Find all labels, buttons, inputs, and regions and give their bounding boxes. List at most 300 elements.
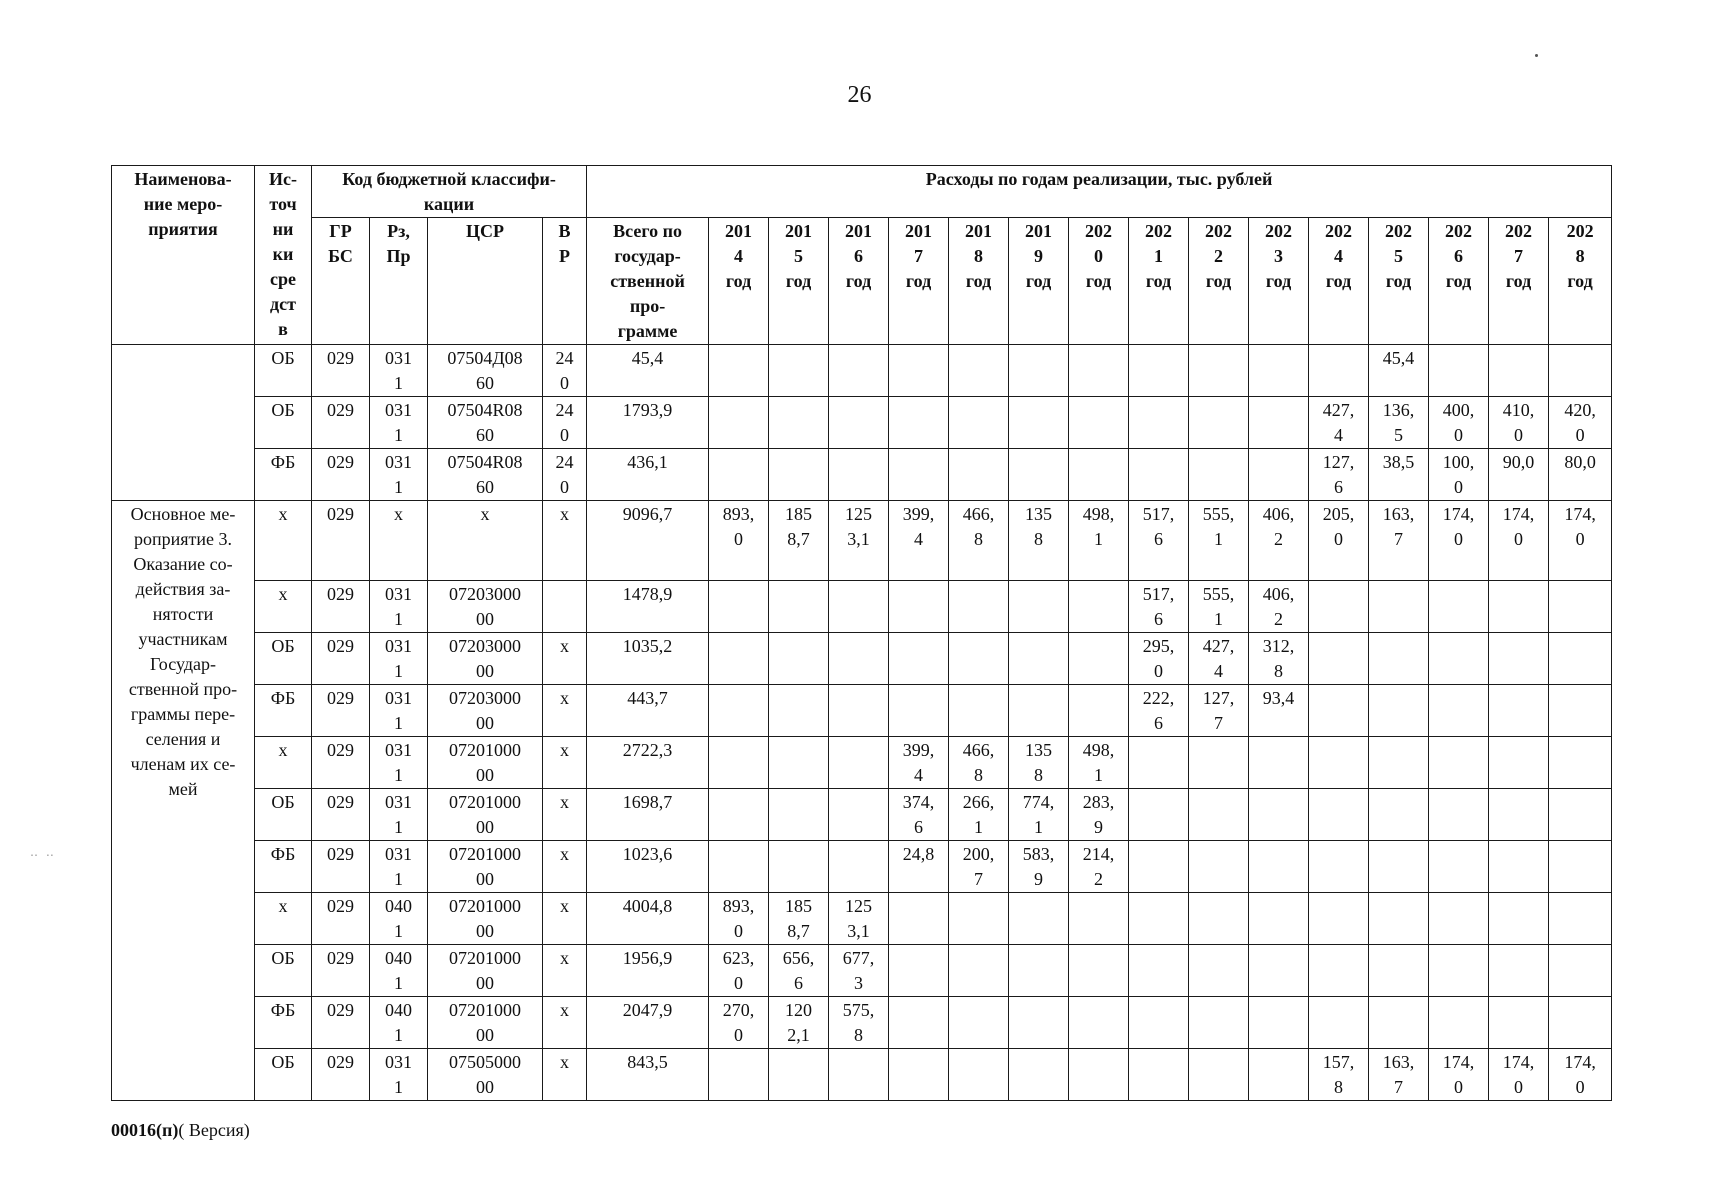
- year-value-cell: [1489, 501, 1549, 581]
- cell-text: Ис-: [269, 169, 297, 189]
- cell-text: 1: [394, 477, 403, 497]
- year-value-cell: [1129, 893, 1189, 945]
- cell-text: дст: [270, 294, 296, 314]
- cell-text: 410,: [1502, 400, 1535, 420]
- year-value-cell: [709, 737, 769, 789]
- year-value-cell: [709, 397, 769, 449]
- year-value-cell: [1429, 945, 1489, 997]
- cell-text: в: [278, 319, 288, 339]
- year-value-cell: [889, 685, 949, 737]
- year-value-cell: [1249, 501, 1309, 581]
- year-value-cell: [1249, 345, 1309, 397]
- cell-text: роприятие 3.: [133, 529, 233, 549]
- cell-text: 202: [1385, 221, 1413, 241]
- year-value-cell: [889, 449, 949, 501]
- margin-mark: ‥ ‥: [30, 845, 56, 859]
- cell-text: год: [1145, 271, 1172, 291]
- header-rzpr: [370, 218, 428, 345]
- header-year: [1489, 218, 1549, 345]
- rzpr-cell: [370, 449, 428, 501]
- year-value-cell: [1249, 581, 1309, 633]
- year-value-cell: [1549, 685, 1612, 737]
- year-value-cell: [1309, 789, 1369, 841]
- cell-text: 6: [1154, 609, 1164, 629]
- cell-text: х: [560, 1052, 570, 1072]
- cell-text: сре: [270, 269, 296, 289]
- cell-text: 3: [854, 973, 864, 993]
- cell-text: 1: [394, 1025, 403, 1045]
- year-value-cell: [1549, 1049, 1612, 1101]
- year-value-cell: [1009, 397, 1069, 449]
- cell-text: 029: [327, 1000, 354, 1020]
- year-value-cell: [1009, 449, 1069, 501]
- cell-text: х: [278, 896, 288, 916]
- cell-text: 125: [845, 896, 873, 916]
- cell-text: 60: [476, 477, 494, 497]
- csr-cell: [428, 345, 543, 397]
- year-value-cell: [1069, 501, 1129, 581]
- year-value-cell: [1309, 841, 1369, 893]
- cell-text: 0: [1514, 425, 1524, 445]
- grbs-cell: [312, 345, 370, 397]
- year-value-cell: [829, 685, 889, 737]
- year-value-cell: [1549, 789, 1612, 841]
- header-row-1: [112, 166, 1612, 218]
- cell-text: 1: [394, 373, 403, 393]
- cell-text: 60: [476, 425, 494, 445]
- cell-text: 443,7: [627, 688, 668, 708]
- source-cell: [255, 685, 312, 737]
- cell-text: 031: [385, 584, 412, 604]
- year-value-cell: [949, 997, 1009, 1049]
- year-value-cell: [769, 737, 829, 789]
- cell-text: 843,5: [627, 1052, 668, 1072]
- cell-text: 6: [914, 817, 924, 837]
- cell-text: 1: [394, 425, 403, 445]
- year-value-cell: [949, 449, 1009, 501]
- year-value-cell: [1489, 397, 1549, 449]
- cell-text: 38,5: [1382, 452, 1415, 472]
- year-value-cell: [1309, 737, 1369, 789]
- cell-text: год: [1567, 271, 1593, 291]
- cell-text: 9096,7: [622, 504, 673, 524]
- year-value-cell: [769, 1049, 829, 1101]
- cell-text: год: [1325, 271, 1352, 291]
- year-value-cell: [949, 841, 1009, 893]
- year-value-cell: [1489, 449, 1549, 501]
- cell-text: 1: [1094, 765, 1104, 785]
- cell-text: 0: [1454, 477, 1464, 497]
- cell-text: 8: [1034, 765, 1044, 785]
- cell-text: 135: [1025, 740, 1053, 760]
- cell-text: 07201000: [449, 1000, 521, 1020]
- year-value-cell: [1549, 997, 1612, 1049]
- cell-text: 9: [1034, 869, 1044, 889]
- total-cell: [587, 501, 709, 581]
- cell-text: 0: [1575, 1077, 1585, 1097]
- cell-text: 9: [1034, 246, 1044, 266]
- table-row: [112, 397, 1612, 449]
- cell-text: 6: [1334, 477, 1344, 497]
- grbs-cell: [312, 841, 370, 893]
- page-number: 26: [847, 82, 872, 108]
- year-value-cell: [1189, 893, 1249, 945]
- cell-text: кации: [423, 194, 475, 214]
- cell-text: 029: [327, 504, 354, 524]
- year-value-cell: [1189, 997, 1249, 1049]
- cell-text: 031: [385, 348, 412, 368]
- grbs-cell: [312, 501, 370, 581]
- year-value-cell: [1249, 737, 1309, 789]
- cell-text: 283,: [1082, 792, 1115, 812]
- cell-text: х: [278, 740, 288, 760]
- year-value-cell: [1069, 449, 1129, 501]
- cell-text: х: [480, 504, 490, 524]
- cell-text: 100,: [1442, 452, 1475, 472]
- cell-text: 00: [476, 765, 494, 785]
- vr-cell: [543, 397, 587, 449]
- cell-text: 9: [1094, 817, 1104, 837]
- cell-text: 07203000: [449, 688, 521, 708]
- year-value-cell: [1189, 841, 1249, 893]
- source-cell: [255, 581, 312, 633]
- total-cell: [587, 893, 709, 945]
- cell-text: 029: [327, 792, 354, 812]
- cell-text: 00: [476, 869, 494, 889]
- cell-text: грамме: [617, 321, 678, 341]
- cell-text: ФБ: [270, 1000, 296, 1020]
- cell-text: 07504Д08: [447, 348, 523, 368]
- cell-text: 0: [1575, 425, 1585, 445]
- cell-text: 00: [476, 661, 494, 681]
- cell-text: 0: [734, 973, 744, 993]
- year-value-cell: [1129, 449, 1189, 501]
- year-value-cell: [829, 841, 889, 893]
- cell-text: 4: [1214, 661, 1224, 681]
- cell-text: граммы пере-: [130, 704, 236, 724]
- grbs-cell: [312, 685, 370, 737]
- year-value-cell: [1129, 997, 1189, 1049]
- cell-text: 24: [555, 452, 574, 472]
- year-value-cell: [1549, 345, 1612, 397]
- cell-text: 120: [785, 1000, 813, 1020]
- cell-text: 374,: [902, 792, 935, 812]
- source-cell: [255, 1049, 312, 1101]
- vr-cell: [543, 737, 587, 789]
- cell-text: Государ-: [149, 654, 217, 674]
- cell-text: действия за-: [135, 579, 231, 599]
- year-value-cell: [709, 841, 769, 893]
- year-value-cell: [709, 893, 769, 945]
- cell-text: 1: [394, 609, 403, 629]
- cell-text: 517,: [1142, 504, 1175, 524]
- header-csr: [428, 218, 543, 345]
- cell-text: год: [1385, 271, 1412, 291]
- cell-text: 45,4: [1382, 348, 1415, 368]
- grbs-cell: [312, 737, 370, 789]
- cell-text: 185: [785, 896, 813, 916]
- cell-text: членам их се-: [130, 754, 236, 774]
- cell-text: 202: [1566, 221, 1594, 241]
- cell-text: 5: [794, 246, 804, 266]
- cell-text: 8: [1334, 1077, 1344, 1097]
- cell-text: 1: [1094, 529, 1104, 549]
- vr-cell: [543, 685, 587, 737]
- cell-text: 2,1: [787, 1025, 810, 1045]
- year-value-cell: [1129, 685, 1189, 737]
- cell-text: 3,1: [847, 529, 870, 549]
- source-cell: [255, 501, 312, 581]
- year-value-cell: [889, 789, 949, 841]
- cell-text: 8: [1575, 246, 1585, 266]
- cell-text: 498,: [1082, 504, 1115, 524]
- year-value-cell: [1189, 945, 1249, 997]
- cell-text: 4: [914, 529, 924, 549]
- cell-text: 0: [1575, 529, 1585, 549]
- cell-text: 8: [1274, 661, 1284, 681]
- cell-text: 427,: [1202, 636, 1235, 656]
- cell-text: год: [905, 271, 932, 291]
- cell-text: ние меро-: [143, 194, 223, 214]
- year-value-cell: [1069, 945, 1129, 997]
- year-value-cell: [1489, 345, 1549, 397]
- year-value-cell: [1069, 345, 1129, 397]
- year-value-cell: [949, 345, 1009, 397]
- cell-text: 029: [327, 348, 354, 368]
- header-year: [1549, 218, 1612, 345]
- source-cell: [255, 789, 312, 841]
- year-value-cell: [769, 685, 829, 737]
- rzpr-cell: [370, 1049, 428, 1101]
- year-value-cell: [709, 945, 769, 997]
- document-footer: [111, 1120, 250, 1141]
- header-year: [1309, 218, 1369, 345]
- year-value-cell: [1429, 893, 1489, 945]
- year-value-cell: [1189, 397, 1249, 449]
- cell-text: 127,: [1202, 688, 1235, 708]
- header-grbs: [312, 218, 370, 345]
- header-year: [1129, 218, 1189, 345]
- year-value-cell: [1369, 737, 1429, 789]
- year-value-cell: [1189, 1049, 1249, 1101]
- cell-text: 1: [394, 661, 403, 681]
- cell-text: 07201000: [449, 792, 521, 812]
- header-year: [709, 218, 769, 345]
- vr-cell: [543, 997, 587, 1049]
- csr-cell: [428, 633, 543, 685]
- year-value-cell: [1549, 501, 1612, 581]
- cell-text: 466,: [962, 740, 995, 760]
- year-value-cell: [1369, 449, 1429, 501]
- year-value-cell: [1009, 345, 1069, 397]
- grbs-cell: [312, 1049, 370, 1101]
- cell-text: приятия: [148, 219, 218, 239]
- year-value-cell: [829, 633, 889, 685]
- year-value-cell: [1369, 841, 1429, 893]
- year-value-cell: [1009, 581, 1069, 633]
- cell-text: 040: [385, 896, 412, 916]
- cell-text: 1: [394, 973, 403, 993]
- year-value-cell: [709, 501, 769, 581]
- cell-text: 1: [1034, 817, 1044, 837]
- cell-text: 0: [1334, 529, 1344, 549]
- year-value-cell: [1429, 789, 1489, 841]
- year-value-cell: [769, 841, 829, 893]
- header-row-2: [112, 218, 1612, 345]
- year-value-cell: [1549, 893, 1612, 945]
- cell-text: государ-: [614, 246, 681, 266]
- table-row: [112, 633, 1612, 685]
- cell-text: 24: [555, 400, 574, 420]
- year-value-cell: [1009, 997, 1069, 1049]
- activity-name-cell: [112, 501, 255, 1101]
- cell-text: 029: [327, 400, 354, 420]
- year-value-cell: [1429, 1049, 1489, 1101]
- cell-text: 1: [394, 869, 403, 889]
- year-value-cell: [1369, 501, 1429, 581]
- cell-text: 1: [1214, 529, 1224, 549]
- csr-cell: [428, 449, 543, 501]
- cell-text: БС: [328, 246, 353, 266]
- year-value-cell: [1249, 633, 1309, 685]
- cell-text: 420,: [1564, 400, 1596, 420]
- cell-text: участникам: [138, 629, 228, 649]
- year-value-cell: [769, 633, 829, 685]
- csr-cell: [428, 789, 543, 841]
- cell-text: год: [725, 271, 752, 291]
- cell-text: 4004,8: [622, 896, 673, 916]
- year-value-cell: [709, 997, 769, 1049]
- cell-text: х: [278, 504, 288, 524]
- cell-text: 60: [476, 373, 494, 393]
- csr-cell: [428, 397, 543, 449]
- year-value-cell: [1309, 345, 1369, 397]
- cell-text: 0: [1454, 1077, 1464, 1097]
- cell-text: 163,: [1382, 504, 1415, 524]
- cell-text: 0: [1094, 246, 1104, 266]
- year-value-cell: [1249, 1049, 1309, 1101]
- cell-text: 040: [385, 1000, 412, 1020]
- cell-text: 031: [385, 400, 412, 420]
- cell-text: 1793,9: [622, 400, 673, 420]
- cell-text: 1: [394, 921, 403, 941]
- total-cell: [587, 345, 709, 397]
- scan-speck: [1535, 54, 1538, 57]
- cell-text: 4: [1334, 425, 1344, 445]
- year-value-cell: [949, 581, 1009, 633]
- cell-text: 029: [327, 740, 354, 760]
- budget-table: [111, 165, 1612, 1101]
- cell-text: 656,: [782, 948, 815, 968]
- total-cell: [587, 997, 709, 1049]
- year-value-cell: [1369, 893, 1429, 945]
- year-value-cell: [1249, 997, 1309, 1049]
- year-value-cell: [1309, 633, 1369, 685]
- grbs-cell: [312, 449, 370, 501]
- cell-text: 029: [327, 584, 354, 604]
- year-value-cell: [889, 581, 949, 633]
- cell-text: 0: [560, 373, 570, 393]
- cell-text: Код бюджетной классифи-: [342, 169, 556, 189]
- year-value-cell: [1129, 501, 1189, 581]
- cell-text: 8: [1034, 529, 1044, 549]
- year-value-cell: [1489, 1049, 1549, 1101]
- year-value-cell: [1069, 685, 1129, 737]
- year-value-cell: [1369, 345, 1429, 397]
- total-cell: [587, 685, 709, 737]
- cell-text: 8: [974, 765, 984, 785]
- year-value-cell: [1069, 997, 1129, 1049]
- cell-text: 202: [1265, 221, 1293, 241]
- cell-text: 040: [385, 948, 412, 968]
- cell-text: 6: [1154, 529, 1164, 549]
- year-value-cell: [1249, 449, 1309, 501]
- total-cell: [587, 789, 709, 841]
- year-value-cell: [1309, 397, 1369, 449]
- cell-text: 0: [1514, 529, 1524, 549]
- cell-text: 93,4: [1262, 688, 1295, 708]
- cell-text: 400,: [1442, 400, 1475, 420]
- cell-text: 029: [327, 1052, 354, 1072]
- cell-text: 1: [394, 1077, 403, 1097]
- cell-text: 406,: [1262, 584, 1295, 604]
- cell-text: 2: [1274, 529, 1284, 549]
- cell-text: 7: [1214, 713, 1224, 733]
- cell-text: 7: [1394, 529, 1404, 549]
- vr-cell: [543, 345, 587, 397]
- cell-text: 202: [1505, 221, 1533, 241]
- header-year: [1009, 218, 1069, 345]
- rzpr-cell: [370, 789, 428, 841]
- cell-text: 174,: [1442, 504, 1475, 524]
- year-value-cell: [889, 893, 949, 945]
- rzpr-cell: [370, 945, 428, 997]
- year-value-cell: [829, 1049, 889, 1101]
- year-value-cell: [1429, 737, 1489, 789]
- cell-text: 163,: [1382, 1052, 1415, 1072]
- year-value-cell: [949, 1049, 1009, 1101]
- year-value-cell: [1069, 893, 1129, 945]
- year-value-cell: [709, 633, 769, 685]
- cell-text: 00: [476, 817, 494, 837]
- year-value-cell: [1489, 893, 1549, 945]
- cell-text: 5: [1394, 246, 1404, 266]
- cell-text: Всего по: [613, 221, 682, 241]
- cell-text: 1478,9: [622, 584, 673, 604]
- cell-text: 222,: [1142, 688, 1175, 708]
- cell-text: 174,: [1442, 1052, 1475, 1072]
- cell-text: х: [560, 504, 570, 524]
- cell-text: 312,: [1262, 636, 1295, 656]
- cell-text: 00: [476, 921, 494, 941]
- table-row: [112, 501, 1612, 581]
- header-activity-name: [112, 166, 255, 345]
- year-value-cell: [889, 397, 949, 449]
- cell-text: 031: [385, 452, 412, 472]
- vr-cell: [543, 1049, 587, 1101]
- year-value-cell: [1309, 945, 1369, 997]
- cell-text: ОБ: [271, 636, 295, 656]
- cell-text: 3,1: [847, 921, 870, 941]
- cell-text: 575,: [842, 1000, 875, 1020]
- cell-text: Основное ме-: [130, 504, 236, 524]
- year-value-cell: [1009, 1049, 1069, 1101]
- rzpr-cell: [370, 685, 428, 737]
- grbs-cell: [312, 789, 370, 841]
- year-value-cell: [1189, 345, 1249, 397]
- header-year: [1249, 218, 1309, 345]
- cell-text: х: [560, 792, 570, 812]
